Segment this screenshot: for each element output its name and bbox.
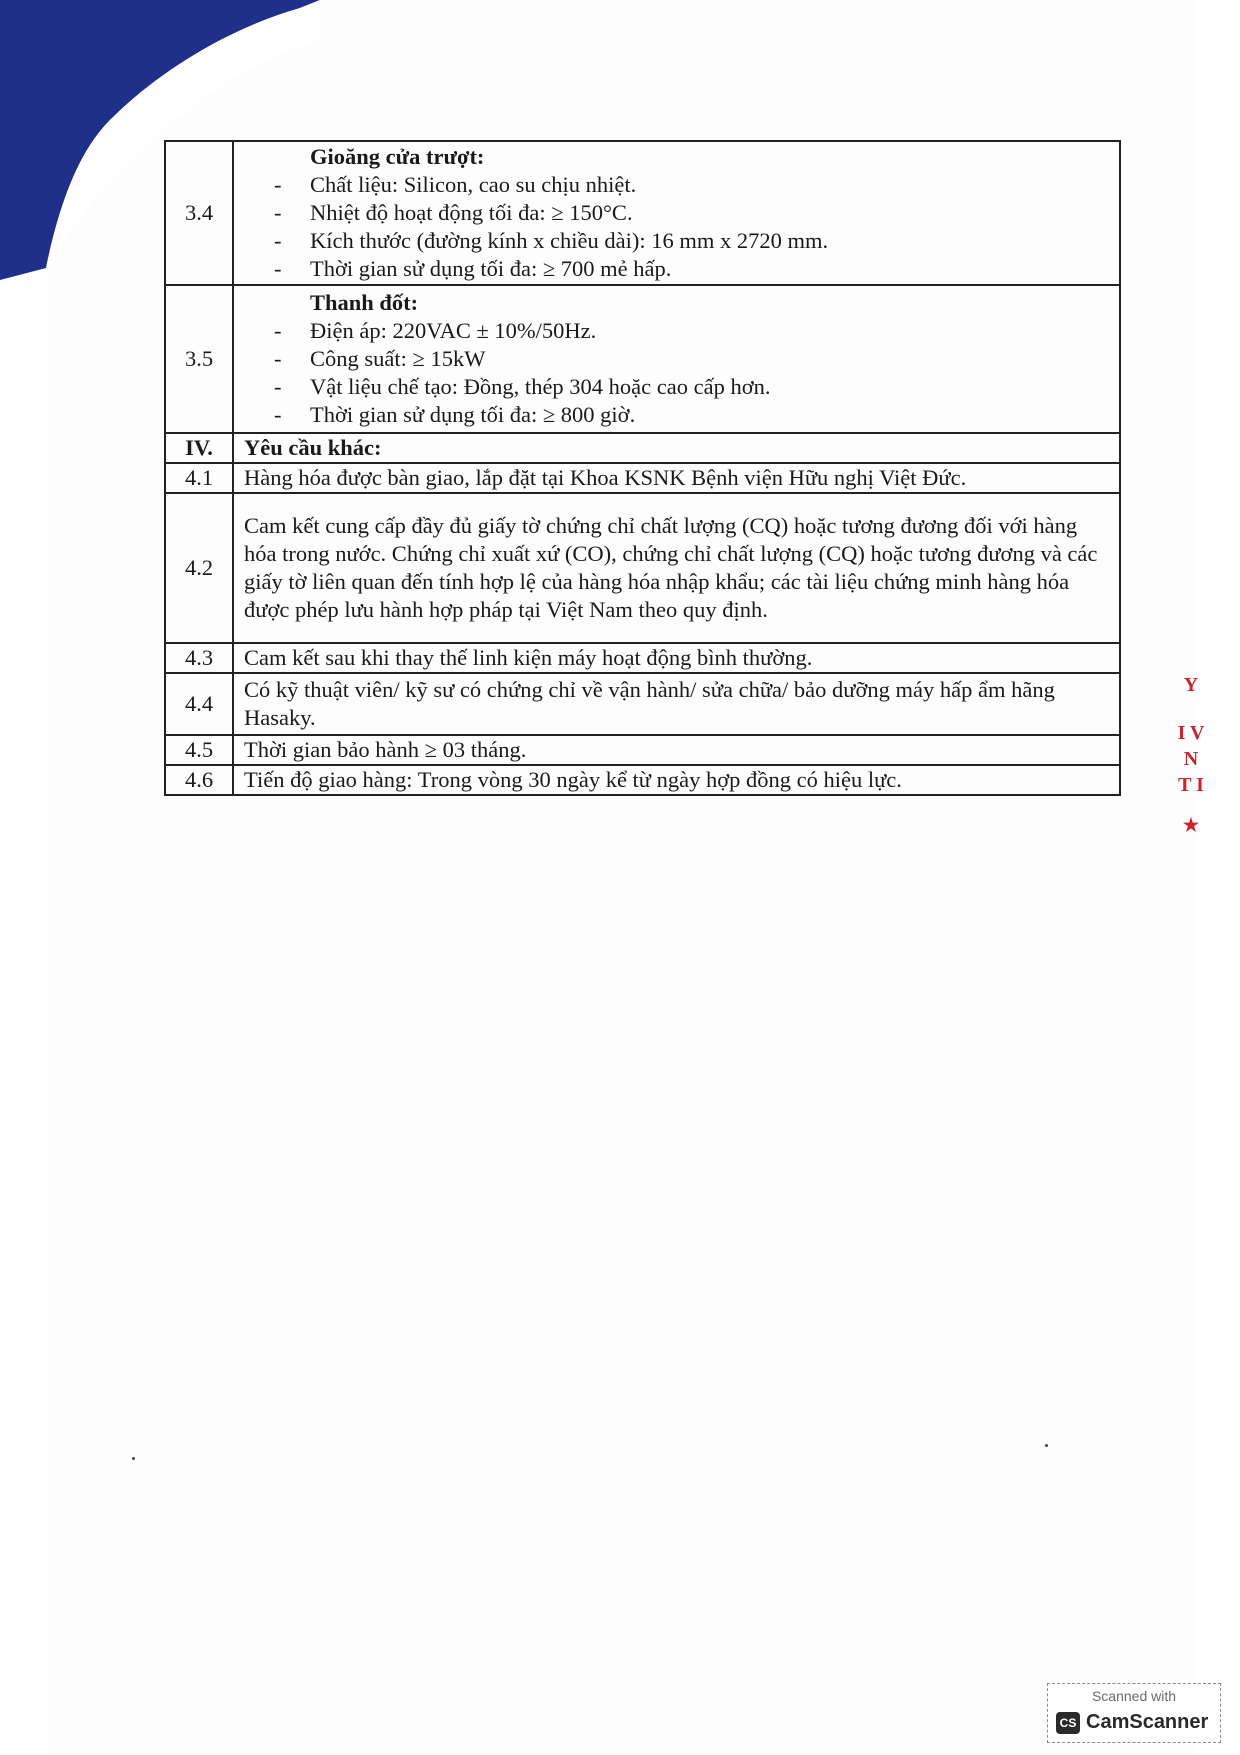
row-number: 4.4 <box>165 673 233 735</box>
star-icon: ★ <box>1182 815 1200 835</box>
row-number: 4.6 <box>165 765 233 795</box>
table-row-4-3 <box>165 643 1120 673</box>
scan-speck <box>1045 1444 1048 1447</box>
row-heading: Thanh đốt: <box>310 290 419 315</box>
list-item: - Thời gian sử dụng tối đa: ≥ 800 giờ. <box>310 401 1111 429</box>
row-number: 4.2 <box>165 493 233 643</box>
list-item: - Kích thước (đường kính x chiều dài): 16 mm x 2720 mm. <box>310 227 1111 255</box>
list-item: - Công suất: ≥ 15kW <box>310 345 1111 373</box>
table-row-4-5 <box>165 735 1120 765</box>
list-item: - Thời gian sử dụng tối đa: ≥ 700 mẻ hấp. <box>310 255 1111 283</box>
camscanner-logo-icon: CS <box>1056 1712 1080 1734</box>
row-number: 3.5 <box>165 285 233 433</box>
badge-caption: Scanned with <box>1091 1688 1177 1704</box>
row-content <box>233 141 1120 285</box>
table-row-3-4 <box>165 141 1120 285</box>
row-text: Hàng hóa được bàn giao, lắp đặt tại Khoa KSNK Bệnh viện Hữu nghị Việt Đức. <box>233 463 1120 493</box>
table-row-4-6 <box>165 765 1120 795</box>
scan-speck <box>132 1457 135 1460</box>
section-number: IV. <box>165 433 233 463</box>
list-item: - Chất liệu: Silicon, cao su chịu nhiệt. <box>310 171 1111 199</box>
list-item: - Vật liệu chế tạo: Đồng, thép 304 hoặc cao cấp hơn. <box>310 373 1111 401</box>
row-number: 3.4 <box>165 141 233 285</box>
row-number: 4.5 <box>165 735 233 765</box>
table-row-4-1 <box>165 463 1120 493</box>
table-row-4-2 <box>165 493 1120 643</box>
list-item: - Điện áp: 220VAC ± 10%/50Hz. <box>310 317 1111 345</box>
table-row-4-4 <box>165 673 1120 735</box>
section-title: Yêu cầu khác: <box>233 433 1120 463</box>
stamp-text: I V <box>1177 722 1205 744</box>
table-row-3-5 <box>165 285 1120 433</box>
red-stamp-fragment <box>1176 672 1206 882</box>
row-heading: Gioăng cửa trượt: <box>310 144 485 169</box>
table-row-section-iv <box>165 433 1120 463</box>
badge-brand: CamScanner <box>1086 1711 1209 1733</box>
row-text: Thời gian bảo hành ≥ 03 tháng. <box>233 735 1120 765</box>
requirements-table <box>164 140 1121 796</box>
stamp-text: T I <box>1178 774 1204 796</box>
row-number: 4.1 <box>165 463 233 493</box>
row-number: 4.3 <box>165 643 233 673</box>
stamp-text: Y <box>1183 674 1199 696</box>
camscanner-badge <box>1047 1683 1221 1743</box>
stamp-text: N <box>1183 748 1199 770</box>
row-text: Cam kết cung cấp đầy đủ giấy tờ chứng chỉ chất lượng (CQ) hoặc tương đương đối với hàng hóa trong nước. Chứng chỉ xuất xứ (CO), chứng chỉ chất lượng (CQ) hoặc tương đương và các giấy tờ liên quan đến tính hợp lệ của hàng hóa nhập khẩu; các tài liệu chứng minh hàng hóa được phép lưu hành hợp pháp tại Việt Nam theo quy định. <box>233 493 1120 643</box>
list-item: - Nhiệt độ hoạt động tối đa: ≥ 150°C. <box>310 199 1111 227</box>
row-text: Cam kết sau khi thay thế linh kiện máy hoạt động bình thường. <box>233 643 1120 673</box>
row-text: Có kỹ thuật viên/ kỹ sư có chứng chỉ về vận hành/ sửa chữa/ bảo dưỡng máy hấp ẩm hãng Hasaky. <box>233 673 1120 735</box>
row-content <box>233 285 1120 433</box>
row-text: Tiến độ giao hàng: Trong vòng 30 ngày kể từ ngày hợp đồng có hiệu lực. <box>233 765 1120 795</box>
